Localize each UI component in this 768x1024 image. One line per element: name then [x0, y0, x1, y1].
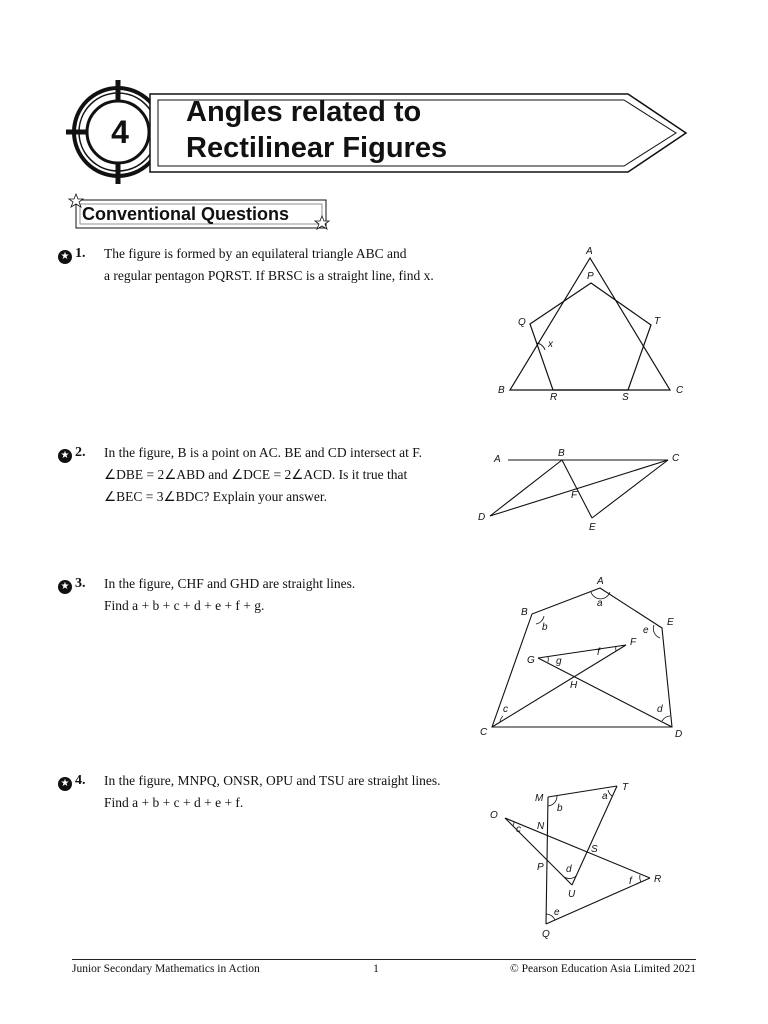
figure-label: Q — [542, 929, 550, 940]
figure-label: C — [480, 727, 488, 738]
figure-label: U — [568, 889, 576, 900]
footer-copyright: © Pearson Education Asia Limited 2021 — [510, 963, 696, 975]
figure-label: F — [630, 637, 637, 648]
figure-label: B — [521, 607, 528, 618]
figure-label: R — [550, 392, 558, 403]
figure-q3 — [476, 570, 690, 742]
figure-label: C — [672, 453, 680, 464]
footer-book-title: Junior Secondary Mathematics in Action — [72, 963, 260, 975]
question-number: ★ 3. — [58, 574, 86, 594]
figure-label: d — [566, 864, 572, 875]
question-number: ★ 1. — [58, 244, 86, 264]
figure-label: E — [667, 617, 674, 628]
chapter-number: 4 — [111, 114, 129, 150]
circled-star-icon: ★ — [58, 580, 72, 594]
question-text: In the figure, B is a point on AC. BE and CD intersect at F. ∠DBE = 2∠ABD and ∠DCE = 2∠ACD. Is it true that ∠BEC = 3∠BDC? Explain your answer. — [104, 445, 423, 504]
circled-star-icon: ★ — [58, 250, 72, 264]
figure-label: e — [643, 625, 649, 636]
figure-label: R — [654, 874, 662, 885]
figure-label: c — [516, 824, 521, 835]
figure-label: T — [654, 316, 661, 327]
chapter-title-line-1: Angles related to — [186, 96, 422, 128]
figure-label: D — [478, 512, 486, 523]
footer-rule — [72, 959, 696, 960]
figure-q1 — [490, 240, 700, 410]
question-text: The figure is formed by an equilateral triangle ABC and a regular pentagon PQRST. If BRSC is a straight line, find x. — [104, 246, 434, 283]
footer-page-number: 1 — [373, 963, 379, 975]
chapter-title-line-2: Rectilinear Figures — [186, 132, 448, 164]
question-text: In the figure, MNPQ, ONSR, OPU and TSU are straight lines. Find a + b + c + d + e + f. — [104, 773, 441, 810]
figure-label: H — [570, 680, 578, 691]
figure-label: a — [602, 791, 608, 802]
figure-label: E — [589, 522, 596, 533]
figure-label: F — [571, 490, 578, 501]
question-number: ★ 4. — [58, 771, 86, 791]
figure-label: O — [490, 810, 498, 821]
figure-label: a — [597, 598, 603, 609]
section-title: Conventional Questions — [82, 204, 290, 224]
figure-label: A — [586, 246, 593, 257]
circled-star-icon: ★ — [58, 449, 72, 463]
figure-label: B — [558, 448, 565, 459]
figure-label: P — [537, 862, 544, 873]
figure-label: b — [542, 622, 548, 633]
figure-label: N — [537, 821, 545, 832]
figure-label: M — [535, 793, 544, 804]
figure-label: B — [498, 385, 505, 396]
figure-label: S — [591, 844, 598, 855]
figure-label: b — [557, 803, 563, 814]
figure-label: A — [494, 454, 501, 465]
circled-star-icon: ★ — [58, 777, 72, 791]
figure-label: C — [676, 385, 684, 396]
figure-label: d — [657, 704, 663, 715]
figure-label: S — [622, 392, 629, 403]
figure-label: f — [629, 876, 632, 887]
figure-label: Q — [518, 317, 526, 328]
figure-q4 — [484, 772, 680, 940]
figure-label: G — [527, 655, 535, 666]
figure-label: c — [503, 704, 508, 715]
figure-label: P — [587, 271, 594, 282]
question-number: ★ 2. — [58, 443, 86, 463]
chapter-title — [186, 94, 447, 166]
figure-label: A — [597, 576, 604, 587]
figure-label: e — [554, 907, 560, 918]
figure-label: x — [548, 339, 553, 350]
figure-label: D — [675, 729, 683, 740]
figure-label: f — [597, 647, 600, 658]
figure-label: T — [622, 782, 629, 793]
figure-label: g — [556, 656, 562, 667]
question-text: In the figure, CHF and GHD are straight lines. Find a + b + c + d + e + f + g. — [104, 576, 356, 613]
figure-q2 — [480, 440, 690, 535]
